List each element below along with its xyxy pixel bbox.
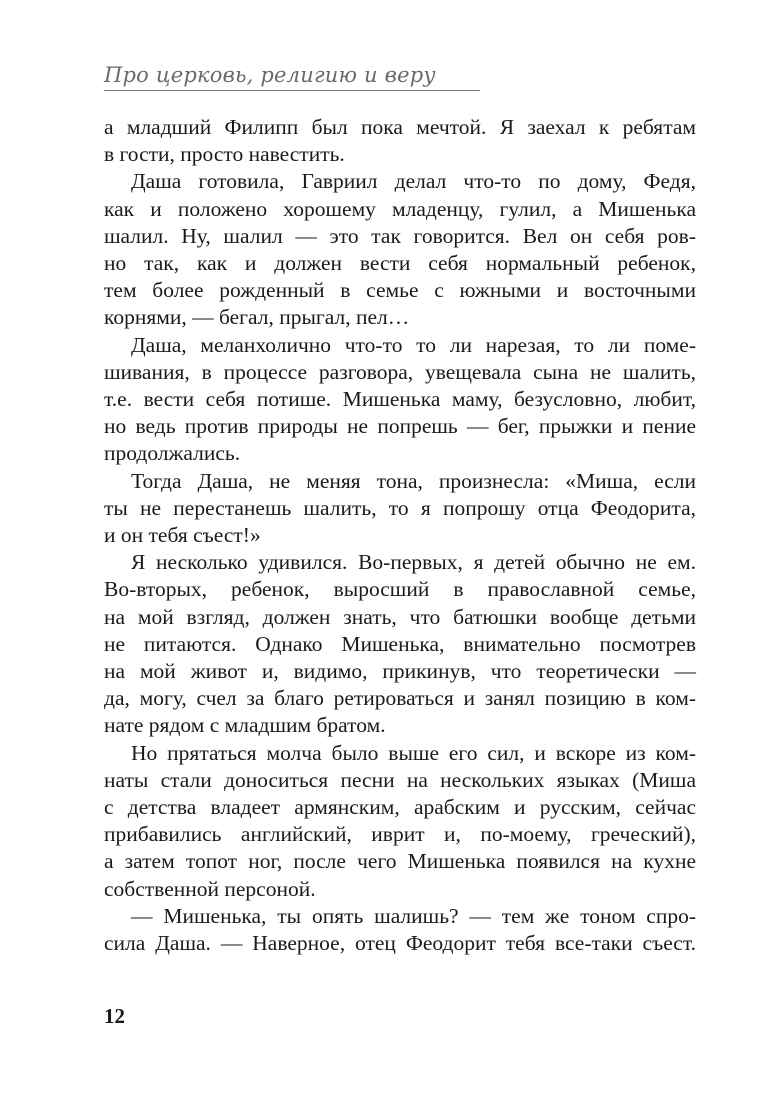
page-number: 12 (104, 1004, 125, 1028)
text-line: нате рядом с младшим братом. (104, 713, 386, 738)
text-line: на мой взгляд, должен знать, что батюшки вообще детьми (104, 604, 696, 629)
body-text (104, 114, 696, 957)
text-line: ты не перестанешь шалить, то я попрошу отца Феодорита, (104, 495, 696, 520)
text-line: продолжались. (104, 441, 241, 466)
paragraph (104, 332, 696, 468)
text-line: собственной персоной. (104, 876, 316, 901)
text-line: как и положено хорошему младенцу, гулил, а Мишенька (104, 196, 696, 221)
text-line: тем более рожденный в семье с южными и восточными (104, 278, 696, 303)
text-line: но ведь против природы не попрешь — бег, прыжки и пение (104, 414, 696, 439)
text-line: Даша готовила, Гавриил делал что-то по дому, Федя, (131, 169, 696, 194)
text-line: на мой живот и, видимо, прикинув, что теоретически — (104, 659, 696, 684)
text-line: но так, как и должен вести себя нормальный ребенок, (104, 251, 696, 276)
paragraph (104, 903, 696, 957)
text-line: Во-вторых, ребенок, выросший в православной семье, (104, 577, 696, 602)
text-line: шалил. Ну, шалил — это так говорится. Вел он себя ров- (104, 223, 696, 248)
paragraph (104, 468, 696, 550)
text-line: в гости, просто навестить. (104, 142, 345, 167)
text-line: шивания, в процессе разговора, увещевала сына не шалить, (104, 359, 696, 384)
text-line: корнями, — бегал, прыгал, пел… (104, 305, 410, 330)
text-line: да, могу, счел за благо ретироваться и занял позицию в ком- (104, 686, 696, 711)
paragraph (104, 114, 696, 168)
paragraph (104, 740, 696, 903)
text-line: т.е. вести себя потише. Мишенька маму, безусловно, любит, (104, 387, 696, 412)
paragraph (104, 549, 696, 739)
text-line: Даша, меланхолично что-то то ли нарезая, то ли поме- (131, 332, 696, 357)
text-line: прибавились английский, иврит и, по-моему, греческий), (104, 822, 696, 847)
text-line: Тогда Даша, не меняя тона, произнесла: «Миша, если (131, 468, 696, 493)
header-rule (104, 90, 480, 91)
text-line: наты стали доноситься песни на нескольких языках (Миша (104, 767, 696, 792)
paragraph (104, 168, 696, 331)
text-line: с детства владеет армянским, арабским и русским, сейчас (104, 795, 696, 820)
text-line: не питаются. Однако Мишенька, внимательно посмотрев (104, 631, 696, 656)
text-line: и он тебя съест!» (104, 523, 261, 548)
text-line: Я несколько удивился. Во-первых, я детей обычно не ем. (131, 550, 696, 575)
text-line: а младший Филипп был пока мечтой. Я заехал к ребятам (104, 115, 696, 139)
text-line: сила Даша. — Наверное, отец Феодорит тебя все-таки съест. (104, 931, 696, 956)
text-line: а затем топот ног, после чего Мишенька появился на кухне (104, 849, 696, 874)
running-head-title: Про церковь, религию и веру (104, 63, 436, 87)
text-line: Но прятаться молча было выше его сил, и вскоре из ком- (131, 740, 696, 765)
text-line: — Мишенька, ты опять шалишь? — тем же тоном спро- (131, 903, 696, 928)
